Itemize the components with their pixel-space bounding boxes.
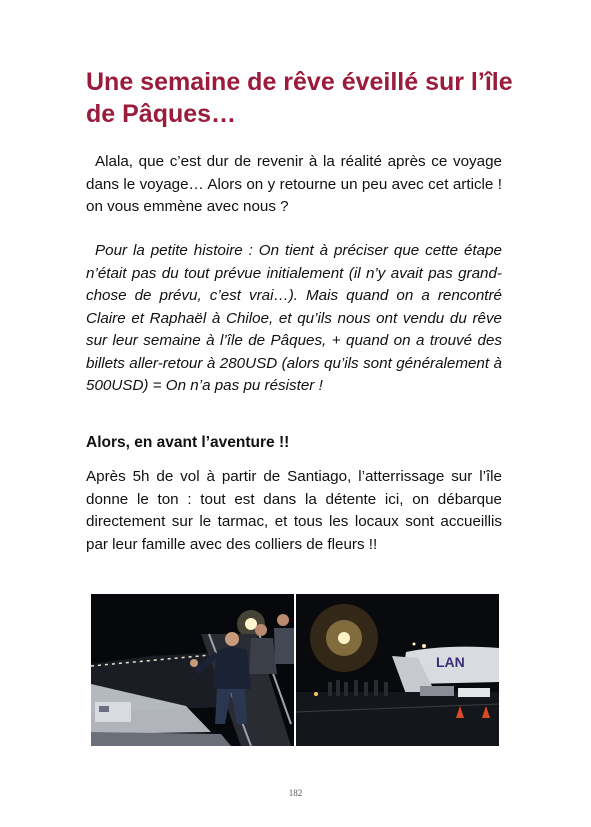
airplane-stairs-photo: [91, 594, 294, 746]
page-number: 182: [288, 788, 303, 798]
aside-paragraph: Pour la petite histoire : On tient à préciser que cette étape n’était pas du tout prévue initialement (il n’y avait pas grand-chose de prévu, c’est vrai…). Mais quand on a rencontré Claire et Raphaël à Chiloe, et qu’ils nous ont vendu du rêve sur leur semaine à l’île de Pâques, + quand on a trouvé des billets aller-retour à 280USD (alors qu’ils sont généralement à 500USD) = On n’a pas pu résister !: [86, 242, 502, 394]
section-paragraph: Après 5h de vol à partir de Santiago, l’atterrissage sur l’île donne le ton : tout est dans la détente ici, on débarque directement sur le tarmac, et tous les locaux sont accueillis par leur famille avec des colliers de fleurs !!: [86, 468, 502, 553]
tarmac-night-photo: [296, 594, 499, 746]
section-heading: Alors, en avant l’aventure !!: [86, 434, 290, 451]
intro-paragraph: Alala, que c’est dur de revenir à la réalité après ce voyage dans le voyage… Alors on y retourne un peu avec cet article ! on vous emmène avec nous ?: [86, 153, 502, 215]
plane-logo-text: LAN: [436, 654, 465, 670]
article-title: Une semaine de rêve éveillé sur l’île de Pâques…: [86, 68, 513, 128]
